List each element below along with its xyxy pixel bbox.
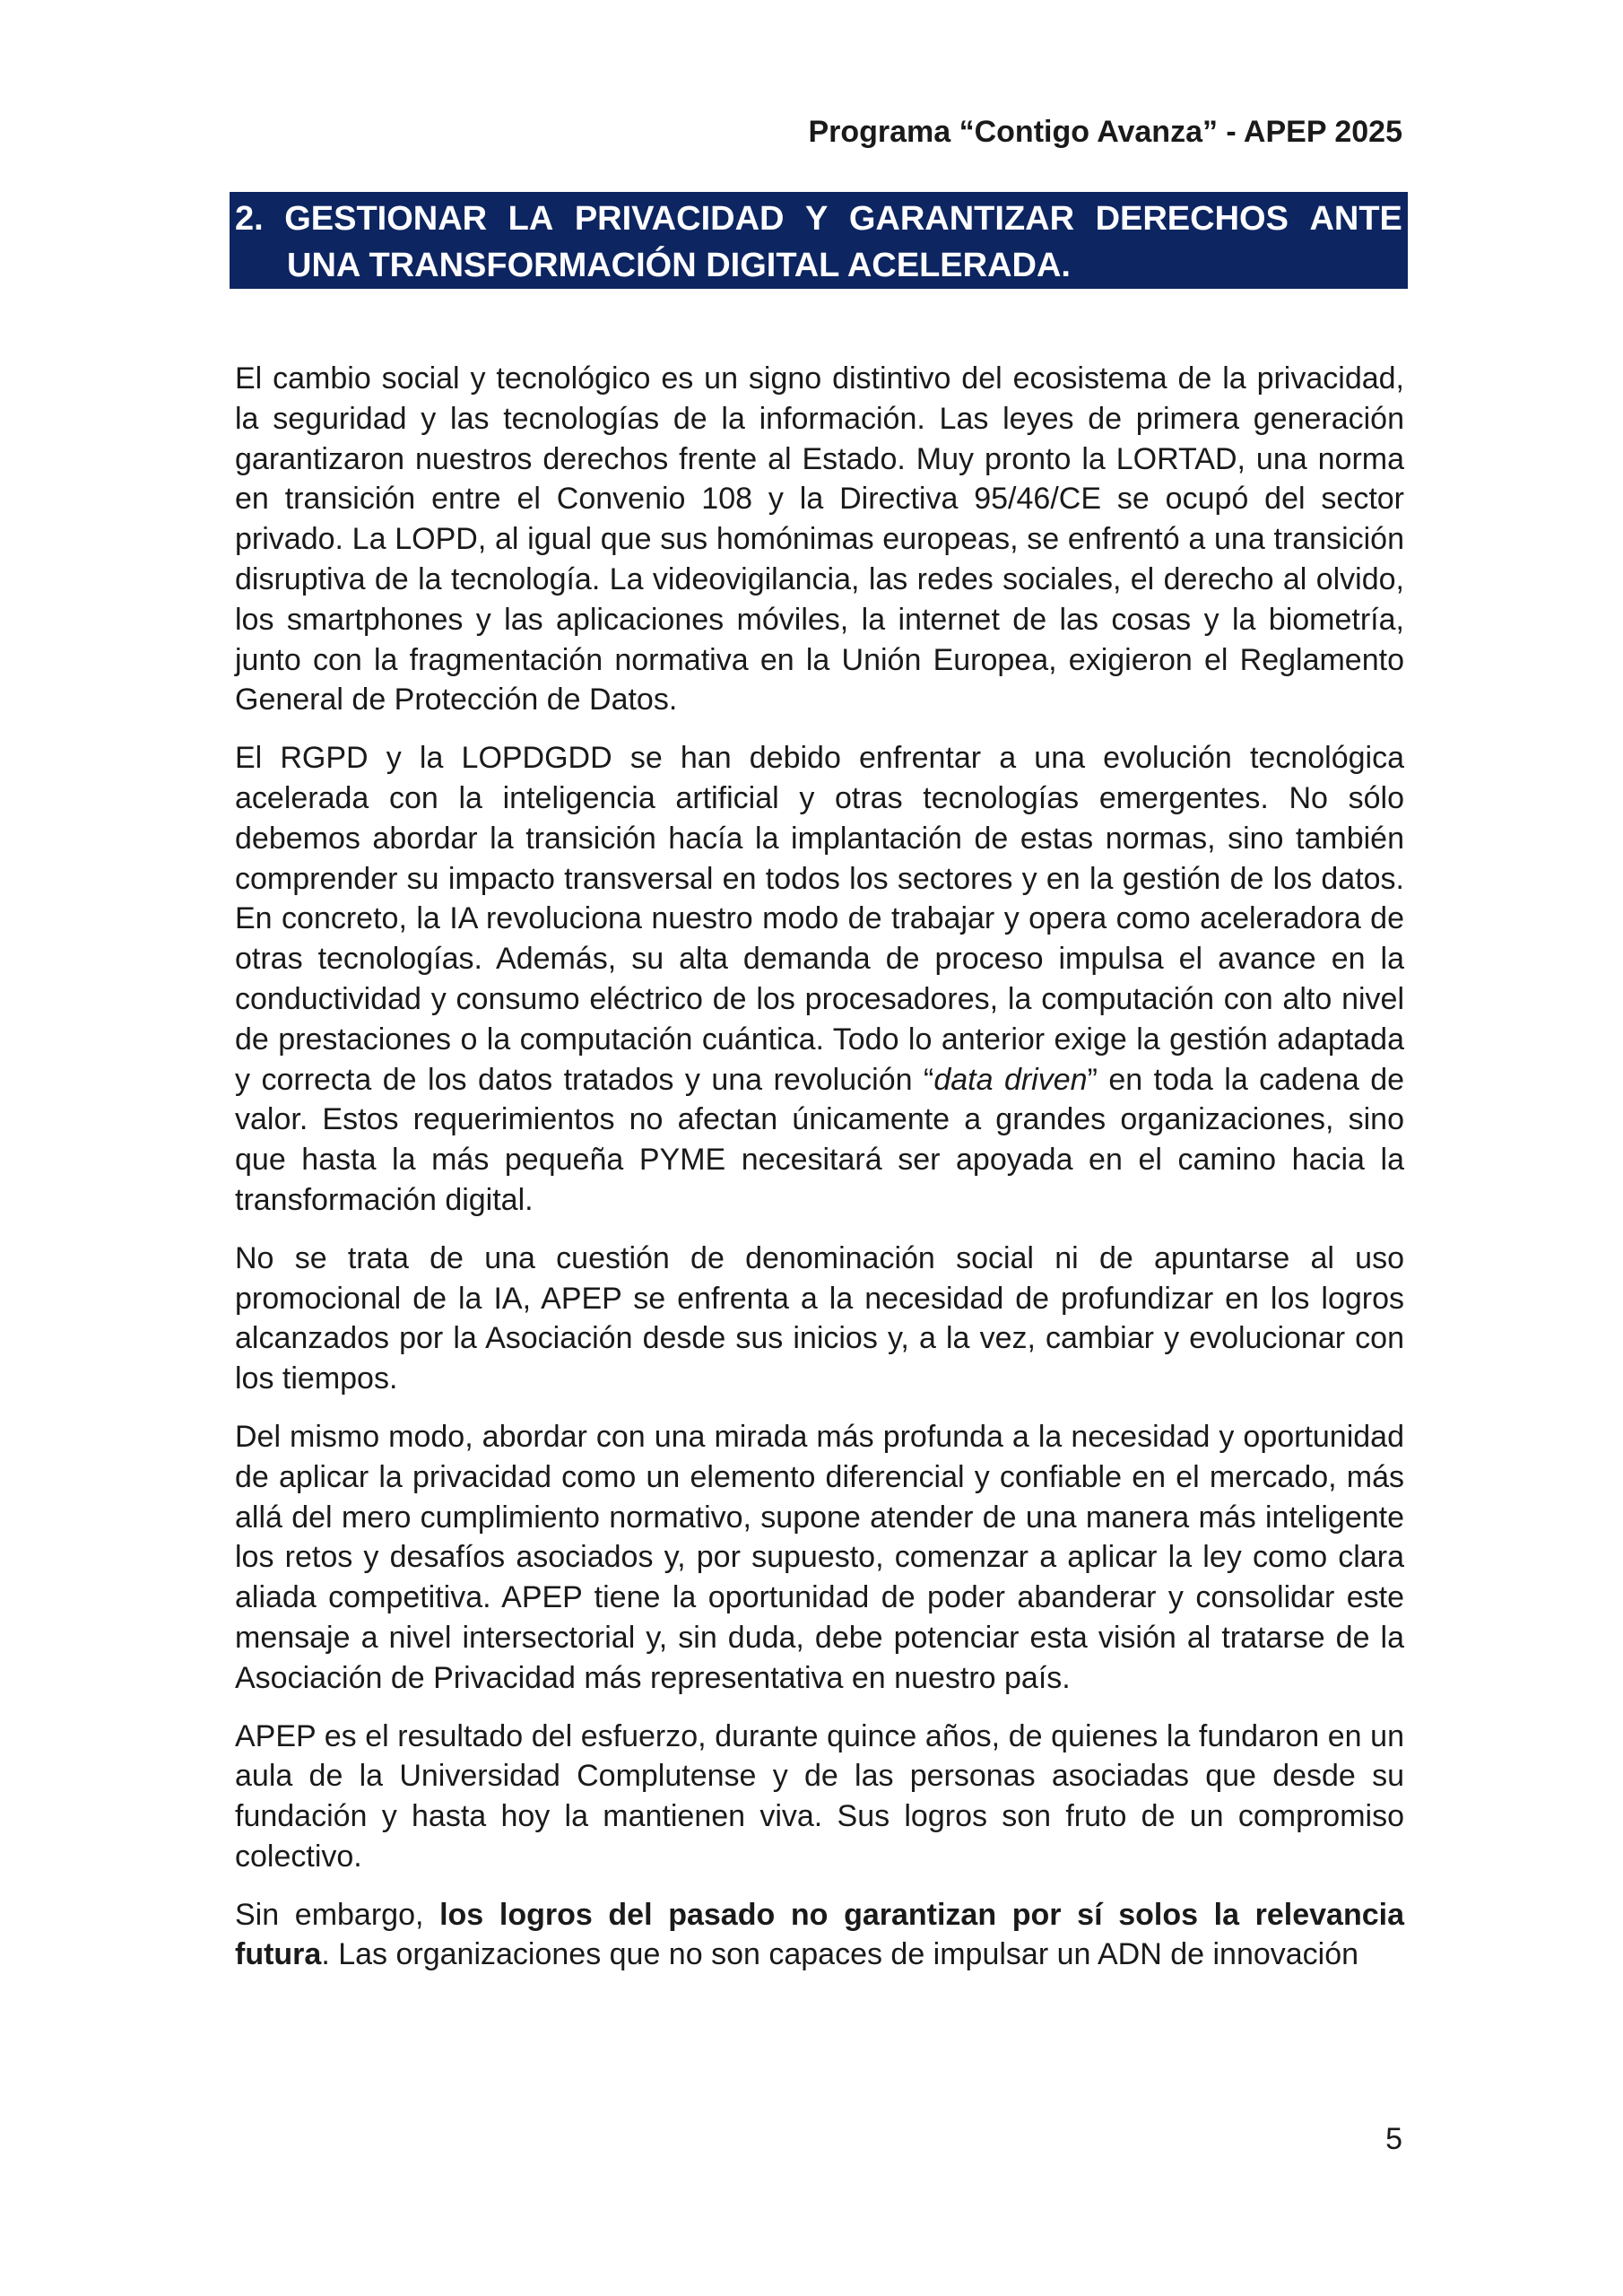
heading-word: ANTE <box>1309 200 1402 238</box>
paragraph-2-text-end: ” en toda la cadena de valor. Estos requerimientos no afectan únicamente a grandes organizaciones, sino que hasta la más pequeña PYME necesitará ser apoyada en el camino hacia la transformación digital. <box>235 1062 1405 1217</box>
paragraph-6-text-end: . Las organizaciones que no son capaces de impulsar un ADN de innovación <box>321 1937 1359 1972</box>
body-text <box>235 359 1404 1993</box>
paragraph-3: No se trata de una cuestión de denominación social ni de apuntarse al uso promocional de la IA, APEP se enfrenta a la necesidad de profundizar en los logros alcanzados por la Asociación desde sus inicios y, a la vez, cambiar y evolucionar con los tiempos. <box>235 1240 1404 1396</box>
running-header: Programa “Contigo Avanza” - APEP 2025 <box>808 115 1402 149</box>
heading-word: GESTIONAR <box>284 200 488 238</box>
paragraph-1: El cambio social y tecnológico es un signo distintivo del ecosistema de la privacidad, la seguridad y las tecnologías de la información. Las leyes de primera generación garantizaron nuestros derechos frente al Estado. Muy pronto la LORTAD, una norma en transición entre el Convenio 108 y la Directiva 95/46/CE se ocupó del sector privado. La LOPD, al igual que sus homónimas europeas, se enfrentó a una transición disruptiva de la tecnología. La videovigilancia, las redes sociales, el derecho al olvido, los smartphones y las aplicaciones móviles, la internet de las cosas y la biometría, junto con la fragmentación normativa en la Unión Europea, exigieron el Reglamento General de Protección de Datos. <box>235 361 1404 718</box>
paragraph-4: Del mismo modo, abordar con una mirada más profunda a la necesidad y oportunidad de aplicar la privacidad como un elemento diferencial y confiable en el mercado, más allá del mero cumplimiento normativo, supone atender de una manera más inteligente los retos y desafíos asociados y, por supuesto, comenzar a aplicar la ley como clara aliada competitiva. APEP tiene la oportunidad de poder abanderar y consolidar este mensaje a nivel intersectorial y, sin duda, debe potenciar esta visión al tratarse de la Asociación de Privacidad más representativa en nuestro país. <box>235 1419 1404 1695</box>
page-number: 5 <box>1385 2122 1402 2156</box>
italic-term: data driven <box>933 1062 1088 1097</box>
paragraph-2-text: El RGPD y la LOPDGDD se han debido enfrentar a una evolución tecnológica acelerada con la inteligencia artificial y otras tecnologías emergentes. No sólo debemos abordar la transición hacía la implantación de estas normas, sino también comprender su impacto transversal en todos los sectores y en la gestión de los datos. En concreto, la IA revoluciona nuestro modo de trabajar y opera como aceleradora de otras tecnologías. Además, su alta demanda de proceso impulsa el avance en la conductividad y consumo eléctrico de los procesadores, la computación con alto nivel de prestaciones o la computación cuántica. Todo lo anterior exige la gestión adaptada y correcta de los datos tratados y una revolución “ <box>235 741 1404 1097</box>
section-number: 2. <box>235 200 264 238</box>
section-heading-line-2: UNA TRANSFORMACIÓN DIGITAL ACELERADA. <box>287 247 1071 284</box>
heading-word: LA <box>508 200 554 238</box>
heading-word: DERECHOS <box>1095 200 1289 238</box>
heading-word: Y <box>804 200 829 238</box>
bold-emphasis: los logros del pasado no garantizan por sí solos la relevancia futura <box>235 1897 1404 1972</box>
heading-word: PRIVACIDAD <box>574 200 785 238</box>
section-heading-line-1 <box>235 196 1402 242</box>
paragraph-2 <box>235 738 1404 1221</box>
paragraph-6-text: Sin embargo, <box>235 1897 440 1932</box>
paragraph-5: APEP es el resultado del esfuerzo, durante quince años, de quienes la fundaron en un aula de la Universidad Complutense y de las personas asociadas que desde su fundación y hasta hoy la mantienen viva. Sus logros son fruto de un compromiso colectivo. <box>235 1718 1404 1874</box>
section-heading <box>230 192 1408 289</box>
paragraph-6 <box>235 1895 1404 1976</box>
heading-word: GARANTIZAR <box>848 200 1075 238</box>
